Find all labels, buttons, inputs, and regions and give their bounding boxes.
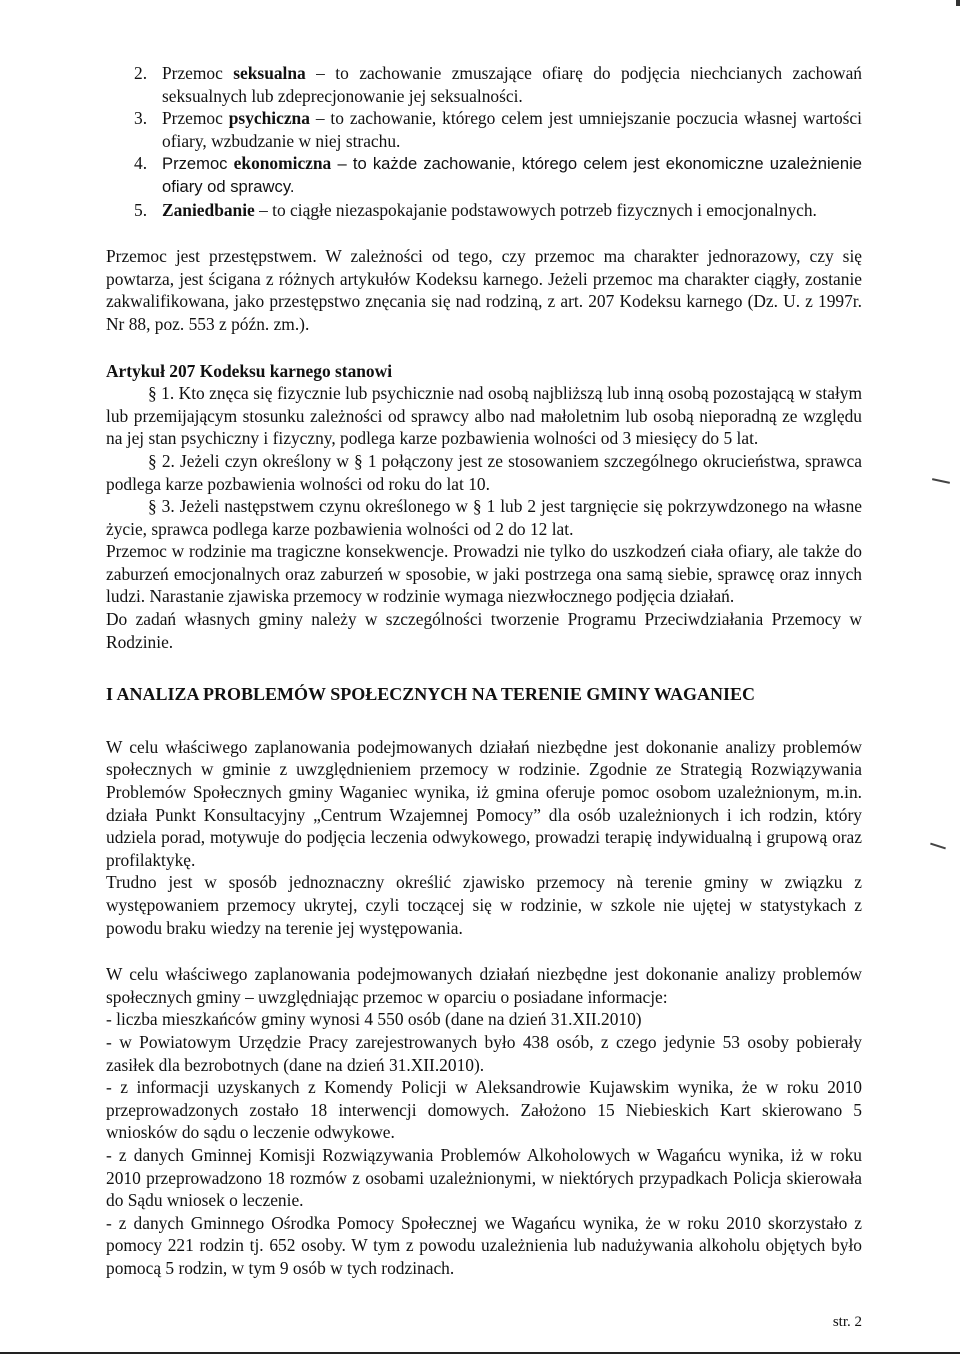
fact-item: - z danych Gminnej Komisji Rozwiązywania Problemów Alkoholowych w Wagańcu wynika, iż w roku 2010 przeprowadzono 18 rozmów z osobami uzależnionymi, w niektórych przypadkach Policja skierowała do Sądu wniosek o leczenie. xyxy=(106,1144,862,1211)
fact-item: - z danych Gminnego Ośrodka Pomocy Społecznej we Wagańcu wynika, że w roku 2010 skorzystało z pomocy 221 rodzin tj. 652 osoby. W tym z powodu uzależnienia lub nadużywania alkoholu objętych było pomocą 5 rodzin, w tym 9 osób w tych rodzinach. xyxy=(106,1212,862,1278)
paragraph-analysis-2: Trudno jest w sposób jednoznaczny określić zjawisko przemocy nà terenie gminy w związku z występowaniem przemocy ukrytej, czyli toczącej się w rodzinie, w szkole nie ujętej w statystykach z powodu braku wiedzy na terenie jej występowania. xyxy=(106,872,862,938)
list-item xyxy=(106,107,862,152)
list-item-term: Zaniedbanie xyxy=(162,199,255,220)
scan-artifact xyxy=(932,478,950,484)
list-item-text xyxy=(162,62,862,107)
scan-edge-mark xyxy=(956,0,960,6)
list-item-number: 4. xyxy=(134,153,148,174)
page-number: str. 2 xyxy=(832,1314,862,1330)
list-item-pre: Przemoc xyxy=(162,154,234,174)
list-item-text xyxy=(162,152,862,198)
list-item-pre: Przemoc xyxy=(162,108,229,129)
document-content xyxy=(106,62,862,1280)
paragraph-crime: Przemoc jest przestępstwem. W zależności od tego, czy przemoc ma charakter jednorazowy, czy się powtarza, jest ścigana z różnych artykułów Kodeksu karnego. Jeżeli przemoc ma charakter ciągły, zostanie zakwalifikowana, jako przestępstwo znęcania się nad rodziną, z art. 207 Kodeksu karnego (Dz. U. z 1997r. Nr 88, poz. 553 z późn. zm.). xyxy=(106,246,862,334)
article-section-2: § 2. Jeżeli czyn określony w § 1 połączony jest ze stosowaniem szczególnego okrucieństwa, sprawca podlega karze pozbawienia wolności od roku do lat 10. xyxy=(106,450,862,494)
list-item-pre: Przemoc xyxy=(162,63,234,83)
list-item xyxy=(106,199,862,222)
list-item-term: psychiczna xyxy=(228,108,310,129)
list-item-text xyxy=(162,107,862,152)
list-item xyxy=(106,152,862,198)
scan-artifact xyxy=(930,843,946,850)
article-section-1: § 1. Kto znęca się fizycznie lub psychicznie nad osobą najbliższą lub inną osobą pozostającą w stałym lub przemijającym stosunku zależności od sprawcy albo nad małoletnim lub osobą nieporadną ze względu na jej stan psychiczny i fizyczny, podlega karze pozbawienia wolności od 3 miesięcy do 5 lat. xyxy=(106,383,862,449)
fact-item: - w Powiatowym Urzędzie Pracy zarejestrowanych było 438 osób, z czego jedynie 53 osoby pobierały zasiłek dla bezrobotnych (dane na dzień 31.XII.2010). xyxy=(106,1031,862,1075)
article-heading: Artykuł 207 Kodeksu karnego stanowi xyxy=(106,360,393,381)
list-item-number: 5. xyxy=(134,199,148,220)
fact-item: - liczba mieszkańców gminy wynosi 4 550 osób (dane na dzień 31.XII.2010) xyxy=(106,1009,642,1030)
fact-item: - z informacji uzyskanych z Komendy Policji w Aleksandrowie Kujawskim wynika, że w roku 2010 przeprowadzonych zostało 18 interwencji domowych. Założono 15 Niebieskich Kart skierowano 5 wniosków do sądu o leczenie odwykowe. xyxy=(106,1077,862,1143)
list-item-number: 3. xyxy=(134,108,148,129)
list-item-number: 2. xyxy=(134,63,148,83)
paragraph-tasks: Do zadań własnych gminy należy w szczególności tworzenie Programu Przeciwdziałania Przemocy w Rodzinie. xyxy=(106,609,862,652)
list-item xyxy=(106,62,862,107)
bottom-edge-line xyxy=(0,1352,960,1354)
paragraph-analysis-3: W celu właściwego zaplanowania podejmowanych działań niezbędne jest dokonanie analizy problemów społecznych gminy – uwzględniając przemoc w oparciu o posiadane informacje: xyxy=(106,964,862,1007)
section-title: I ANALIZA PROBLEMÓW SPOŁECZNYCH NA TERENIE GMINY WAGANIEC xyxy=(106,684,755,705)
list-item-term: seksualna xyxy=(233,63,306,83)
paragraph-analysis-1: W celu właściwego zaplanowania podejmowanych działań niezbędne jest dokonanie analizy problemów społecznych w gminie z uwzględnieniem przemocy w rodzinie. Zgodnie ze Strategią Rozwiązywania Problemów Społecznych gminy Waganiec wynika, iż gmina oferuje pomoc osobom uzależnionym, m.in. działa Punkt Konsultacyjny „Centrum Wzajemnej Pomocy” dla osób uzależnionych i ich rodzin, który udziela porad, motywuje do podjęcia leczenia odwykowego, prowadzi terapię indywidualną i grupową oraz profilaktykę. xyxy=(106,736,862,870)
list-item-post: – to zachowanie zmuszające ofiarę do podjęcia niechcianych zachowań seksualnych lub zdeprecjonowanie jej seksualności. xyxy=(162,63,862,106)
violence-types-list xyxy=(106,62,862,221)
paragraph-consequences: Przemoc w rodzinie ma tragiczne konsekwencje. Prowadzi nie tylko do uszkodzeń ciała ofiary, ale także do zaburzeń emocjonalnych oraz zaburzeń w sposobie, w jaki postrzega ona samą siebie, sprawcę oraz innych ludzi. Narastanie zjawiska przemocy w rodzinie wymaga niezwłocznego podjęcia działań. xyxy=(106,541,862,607)
list-item-text xyxy=(162,199,862,222)
list-item-post: – to ciągłe niezaspokajanie podstawowych potrzeb fizycznych i emocjonalnych. xyxy=(254,199,817,220)
list-item-term: ekonomiczna xyxy=(233,153,332,174)
article-section-3: § 3. Jeżeli następstwem czynu określonego w § 1 lub 2 jest targnięcie się pokrzywdzonego na własne życie, sprawca podlega karze pozbawienia wolności od 2 do 12 lat. xyxy=(106,496,862,539)
list-item-post: – to zachowanie, którego celem jest umniejszanie poczucia własnej wartości ofiary, wzbudzanie w niej strachu. xyxy=(162,108,862,151)
list-item-post: – to każde zachowanie, którego celem jest ekonomiczne uzależnienie ofiary od sprawcy. xyxy=(162,154,863,196)
